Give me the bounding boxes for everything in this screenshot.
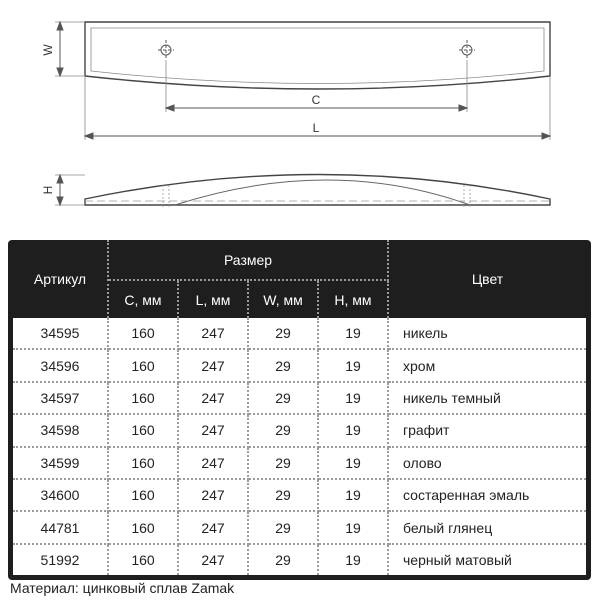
cell-w: 29	[248, 511, 318, 543]
handle-side-view	[85, 175, 550, 206]
table-body	[13, 318, 586, 575]
header-w: W, мм	[248, 280, 318, 318]
cell-color: белый глянец	[388, 511, 586, 543]
cell-color: олово	[388, 447, 586, 479]
cell-l: 247	[178, 544, 248, 575]
cell-l: 247	[178, 447, 248, 479]
cell-l: 247	[178, 318, 248, 349]
cell-color: состаренная эмаль	[388, 479, 586, 511]
cell-h: 19	[318, 414, 388, 446]
cell-w: 29	[248, 447, 318, 479]
mounting-hole-left	[158, 40, 174, 60]
cell-c: 160	[108, 414, 178, 446]
cell-l: 247	[178, 414, 248, 446]
cell-c: 160	[108, 447, 178, 479]
cell-w: 29	[248, 414, 318, 446]
handle-top-view	[85, 22, 550, 89]
table-row	[13, 349, 586, 381]
table-row	[13, 382, 586, 414]
dim-label-h: H	[41, 185, 55, 195]
cell-h: 19	[318, 479, 388, 511]
table-row	[13, 447, 586, 479]
header-c: C, мм	[108, 280, 178, 318]
dim-label-l: L	[312, 121, 320, 135]
table-row	[13, 479, 586, 511]
cell-color: никель темный	[388, 382, 586, 414]
cell-color: черный матовый	[388, 544, 586, 575]
cell-article: 34595	[13, 318, 108, 349]
cell-w: 29	[248, 318, 318, 349]
cell-w: 29	[248, 382, 318, 414]
cell-h: 19	[318, 382, 388, 414]
material-note: Материал: цинковый сплав Zamak	[10, 580, 235, 596]
table-row	[13, 544, 586, 575]
cell-l: 247	[178, 479, 248, 511]
cell-c: 160	[108, 511, 178, 543]
table-row	[13, 318, 586, 349]
cell-w: 29	[248, 349, 318, 381]
cell-c: 160	[108, 318, 178, 349]
specification-table	[8, 240, 591, 580]
header-h: H, мм	[318, 280, 388, 318]
dim-label-c: C	[311, 93, 321, 107]
cell-article: 34598	[13, 414, 108, 446]
header-l: L, мм	[178, 280, 248, 318]
cell-h: 19	[318, 349, 388, 381]
cell-article: 34596	[13, 349, 108, 381]
cell-h: 19	[318, 447, 388, 479]
header-color: Цвет	[388, 240, 586, 318]
cell-w: 29	[248, 544, 318, 575]
cell-c: 160	[108, 349, 178, 381]
cell-c: 160	[108, 382, 178, 414]
cell-color: никель	[388, 318, 586, 349]
cell-article: 34597	[13, 382, 108, 414]
table-row	[13, 511, 586, 543]
mounting-hole-right	[459, 40, 475, 60]
cell-h: 19	[318, 318, 388, 349]
cell-color: графит	[388, 414, 586, 446]
technical-drawing	[0, 0, 600, 235]
cell-l: 247	[178, 511, 248, 543]
cell-c: 160	[108, 544, 178, 575]
table-row	[13, 414, 586, 446]
header-article: Артикул	[13, 240, 108, 318]
dim-label-w: W	[41, 44, 55, 56]
cell-article: 44781	[13, 511, 108, 543]
cell-c: 160	[108, 479, 178, 511]
cell-color: хром	[388, 349, 586, 381]
cell-w: 29	[248, 479, 318, 511]
header-size-group: Размер	[108, 240, 388, 280]
cell-h: 19	[318, 544, 388, 575]
cell-article: 51992	[13, 544, 108, 575]
cell-l: 247	[178, 382, 248, 414]
cell-h: 19	[318, 511, 388, 543]
cell-article: 34600	[13, 479, 108, 511]
cell-l: 247	[178, 349, 248, 381]
cell-article: 34599	[13, 447, 108, 479]
